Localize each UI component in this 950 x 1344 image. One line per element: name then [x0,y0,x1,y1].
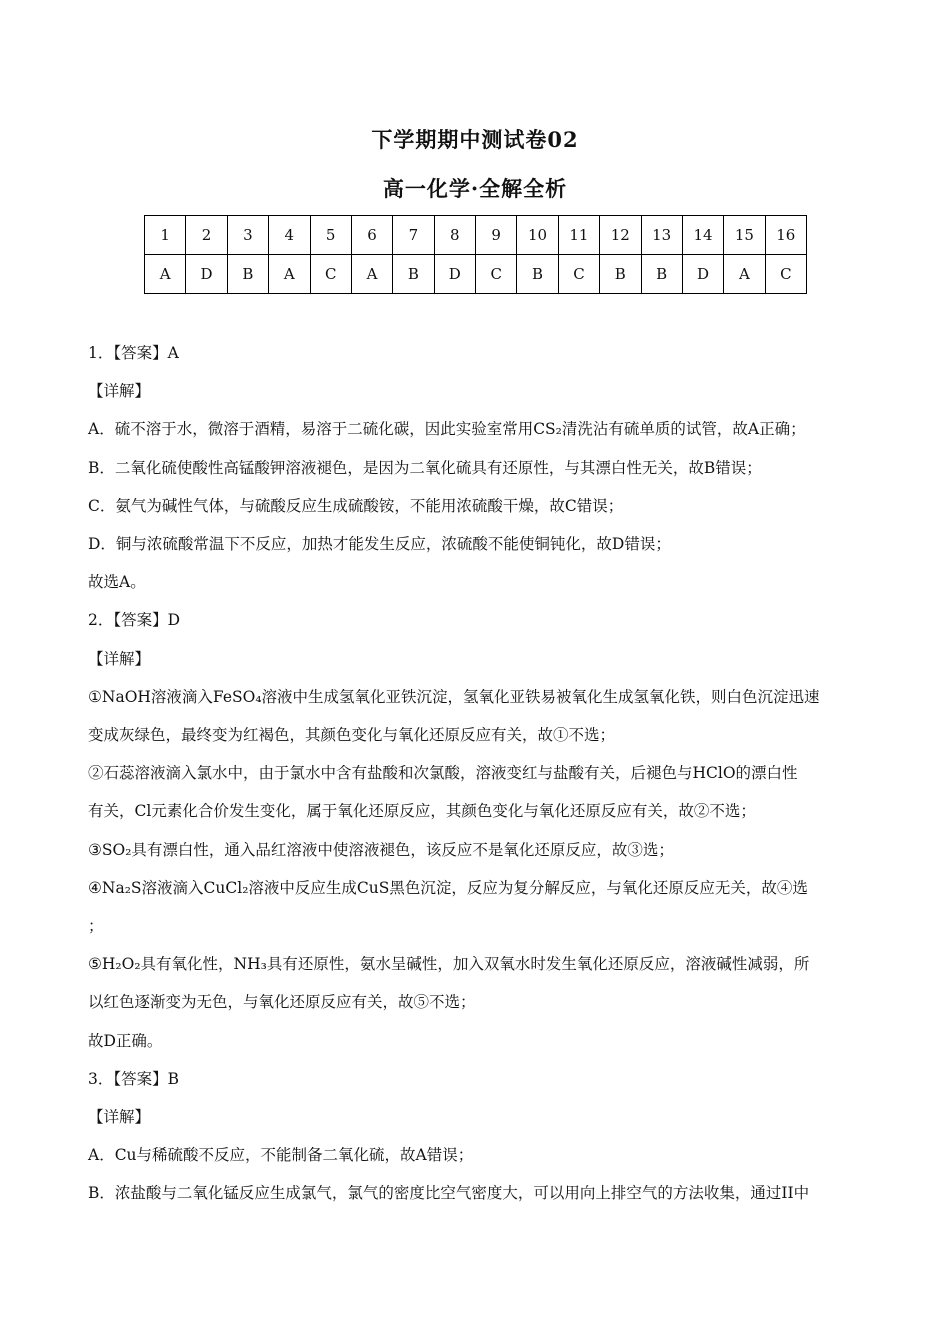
text-line: 【详解】 [88,1108,151,1127]
question-number-cell: 12 [600,216,641,255]
text-line: B．浓盐酸与二氧化锰反应生成氯气，氯气的密度比空气密度大，可以用向上排空气的方法收集，通过II中 [88,1184,810,1203]
text-line: 2．【答案】D [88,611,181,630]
question-number-cell: 5 [310,216,351,255]
text-line: 故选A。 [88,573,146,592]
question-number-cell: 10 [517,216,558,255]
text-line: B．二氧化硫使酸性高锰酸钾溶液褪色，是因为二氧化硫具有还原性，与其漂白性无关，故B错误； [88,458,762,477]
answer-table [144,215,807,294]
answer-cell: A [351,255,392,294]
question-number-row [145,216,807,255]
text-line: 3．【答案】B [88,1069,180,1088]
document-subtitle: 高一化学·全解全析 [382,176,568,201]
question-number-cell: 9 [476,216,517,255]
question-number-cell: 3 [227,216,268,255]
answer-cell: A [145,255,186,294]
text-line: 有关，Cl元素化合价发生变化，属于氧化还原反应，其颜色变化与氧化还原反应有关，故②不选； [88,802,756,821]
text-line: ； [88,917,104,936]
text-line: 故D正确。 [88,1031,163,1050]
answer-cell: A [724,255,765,294]
question-number-cell: 15 [724,216,765,255]
answer-cell: D [682,255,723,294]
answer-cell: D [186,255,227,294]
text-line: 【详解】 [88,649,151,668]
answer-cell: B [517,255,558,294]
question-number-cell: 13 [641,216,682,255]
text-line: D．铜与浓硫酸常温下不反应，加热才能发生反应，浓硫酸不能使铜钝化，故D错误； [88,535,671,554]
answer-row [145,255,807,294]
answer-cell: C [765,255,806,294]
text-line: 1．【答案】A [88,344,179,362]
question-number-cell: 6 [351,216,392,255]
text-line: 变成灰绿色，最终变为红褐色，其颜色变化与氧化还原反应有关，故①不选； [88,726,616,745]
document-title: 下学期期中测试卷02 [371,127,579,152]
text-line: 【详解】 [88,382,151,401]
answer-cell: B [641,255,682,294]
text-line: ④Na₂S溶液滴入CuCl₂溶液中反应生成CuS黑色沉淀，反应为复分解反应，与氧化还原反应无关，故④选 [88,878,808,897]
question-number-cell: 2 [186,216,227,255]
question-number-cell: 7 [393,216,434,255]
answer-cell: D [434,255,475,294]
text-line: 以红色逐渐变为无色，与氧化还原反应有关，故⑤不选； [88,993,476,1012]
text-line: ①NaOH溶液滴入FeSO₄溶液中生成氢氧化亚铁沉淀，氢氧化亚铁易被氧化生成氢氧化铁，则白色沉淀迅速 [88,687,820,706]
answer-cell: C [310,255,351,294]
question-number-cell: 4 [269,216,310,255]
question-number-cell: 8 [434,216,475,255]
answer-cell: B [393,255,434,294]
text-line: ②石蕊溶液滴入氯水中，由于氯水中含有盐酸和次氯酸，溶液变红与盐酸有关，后褪色与HClO的漂白性 [88,764,798,783]
answer-cell: A [269,255,310,294]
question-number-cell: 11 [558,216,599,255]
text-line: C．氨气为碱性气体，与硫酸反应生成硫酸铵，不能用浓硫酸干燥，故C错误； [88,496,624,515]
answer-cell: C [558,255,599,294]
question-number-cell: 16 [765,216,806,255]
answer-cell: B [600,255,641,294]
question-number-cell: 1 [145,216,186,255]
text-line: A．硫不溶于水，微溶于酒精，易溶于二硫化碳，因此实验室常用CS₂清洗沾有硫单质的试管，故A正确； [88,420,806,439]
text-line: ⑤H₂O₂具有氧化性，NH₃具有还原性，氨水呈碱性，加入双氧水时发生氧化还原反应，溶液碱性减弱，所 [88,955,810,974]
text-line: ③SO₂具有漂白性，通入品红溶液中使溶液褪色，该反应不是氧化还原反应，故③选； [88,840,674,859]
solution-text [88,334,868,1213]
answer-cell: C [476,255,517,294]
question-number-cell: 14 [682,216,723,255]
text-line: A．Cu与稀硫酸不反应，不能制备二氧化硫，故A错误； [88,1146,474,1165]
answer-cell: B [227,255,268,294]
